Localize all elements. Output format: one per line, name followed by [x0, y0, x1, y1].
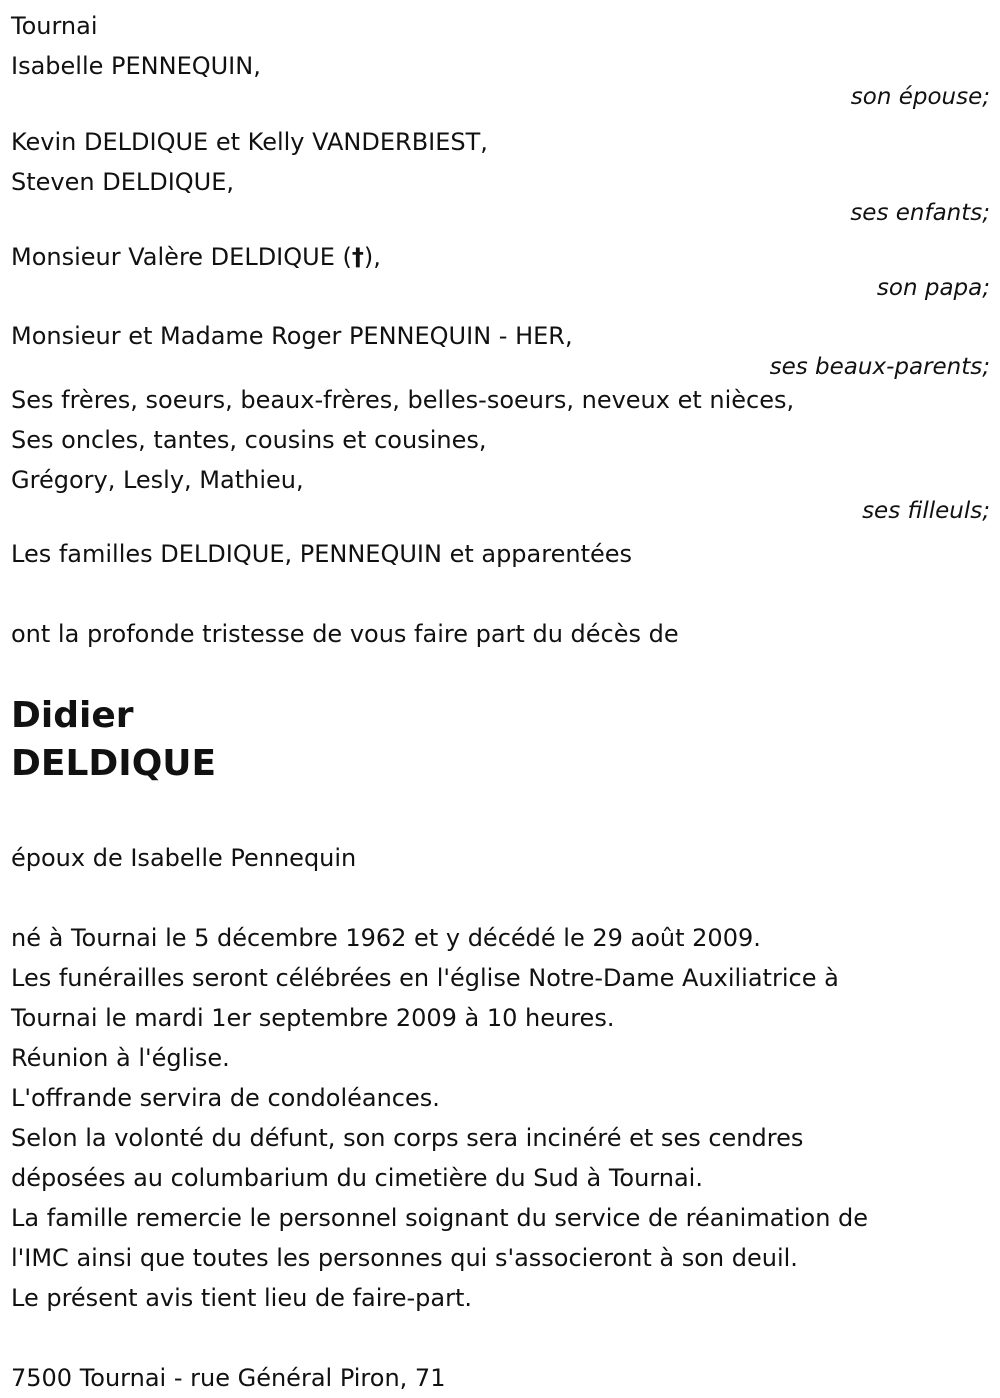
detail-line: né à Tournai le 5 décembre 1962 et y décédé le 29 août 2009.	[11, 924, 761, 952]
father-relation: son papa;	[876, 275, 990, 301]
families-line: Les familles DELDIQUE, PENNEQUIN et apparentées	[11, 540, 633, 568]
detail-line: l'IMC ainsi que toutes les personnes qui s'associeront à son deuil.	[11, 1244, 798, 1272]
spouse-relation: son épouse;	[850, 84, 990, 110]
detail-line: L'offrande servira de condoléances.	[11, 1084, 440, 1112]
deceased-last-name: DELDIQUE	[11, 743, 217, 784]
detail-line: Les funérailles seront célébrées en l'église Notre-Dame Auxiliatrice à	[11, 964, 839, 992]
in-laws-name: Monsieur et Madame Roger PENNEQUIN - HER,	[11, 322, 573, 350]
detail-line: Tournai le mardi 1er septembre 2009 à 10 heures.	[11, 1004, 615, 1032]
obituary-notice	[11, 0, 990, 1398]
spouse-name: Isabelle PENNEQUIN,	[11, 52, 261, 80]
detail-line: La famille remercie le personnel soignant du service de réanimation de	[11, 1204, 869, 1232]
child-line-1: Kevin DELDIQUE et Kelly VANDERBIEST,	[11, 128, 488, 156]
place-line: Tournai	[11, 12, 98, 40]
deceased-first-name: Didier	[11, 695, 134, 736]
relatives-line-2: Ses oncles, tantes, cousins et cousines,	[11, 426, 487, 454]
father-line	[11, 237, 990, 277]
children-relation: ses enfants;	[850, 200, 990, 226]
in-laws-relation: ses beaux-parents;	[769, 354, 990, 380]
godchildren-name: Grégory, Lesly, Mathieu,	[11, 466, 304, 494]
spouse-of-line: époux de Isabelle Pennequin	[11, 844, 357, 872]
announcement-line: ont la profonde tristesse de vous faire part du décès de	[11, 620, 679, 648]
detail-line: Selon la volonté du défunt, son corps sera incinéré et ses cendres	[11, 1124, 804, 1152]
address-line: 7500 Tournai - rue Général Piron, 71	[11, 1364, 446, 1392]
detail-line: déposées au columbarium du cimetière du Sud à Tournai.	[11, 1164, 703, 1192]
relatives-line-1: Ses frères, soeurs, beaux-frères, belles-soeurs, neveux et nièces,	[11, 386, 795, 414]
father-prefix: Monsieur Valère DELDIQUE (	[11, 243, 352, 271]
father-suffix: ),	[363, 243, 381, 271]
detail-line: Réunion à l'église.	[11, 1044, 230, 1072]
cross-icon: †	[351, 243, 364, 271]
detail-line: Le présent avis tient lieu de faire-part.	[11, 1284, 473, 1312]
child-line-2: Steven DELDIQUE,	[11, 168, 235, 196]
godchildren-relation: ses filleuls;	[862, 498, 990, 524]
